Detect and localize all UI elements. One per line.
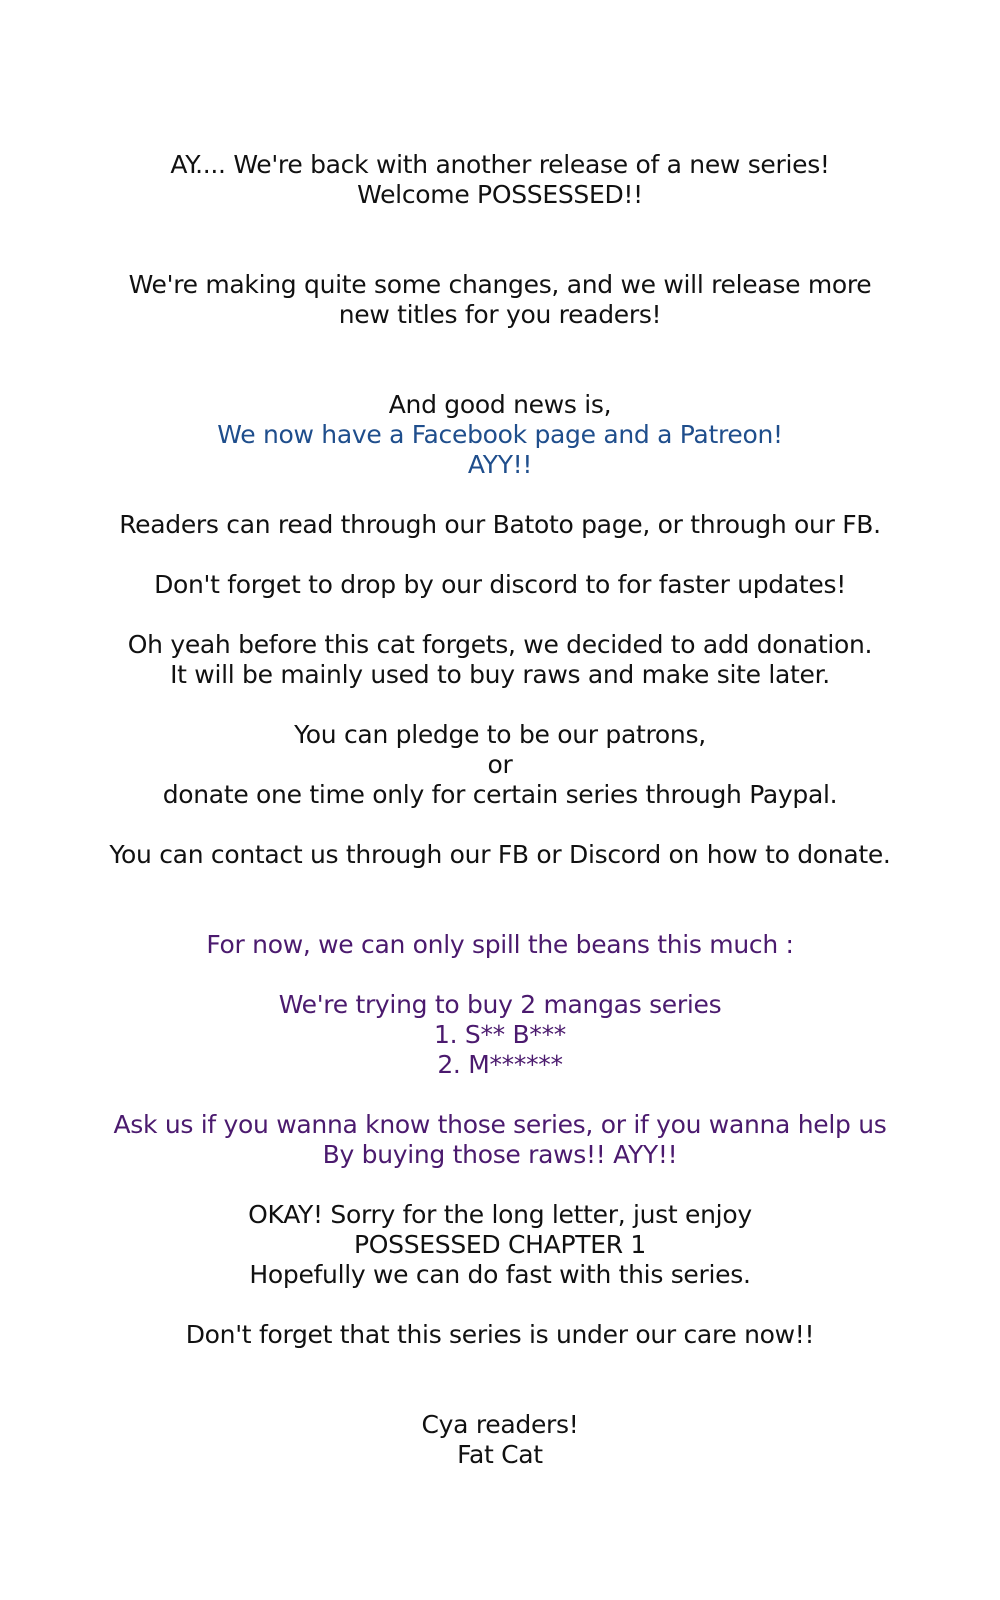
intro-line-2: Welcome POSSESSED!!: [357, 180, 643, 209]
read-through-line: Readers can read through our Batoto page, or through our FB.: [119, 510, 881, 539]
announcement-line-2: AYY!!: [467, 450, 533, 479]
pledge-line-2: or: [487, 750, 513, 779]
donation-line-1: Oh yeah before this cat forgets, we decided to add donation.: [127, 630, 873, 659]
spill-line: For now, we can only spill the beans this much :: [206, 930, 794, 959]
changes-line-2: new titles for you readers!: [338, 300, 662, 329]
changes-line-1: We're making quite some changes, and we will release more: [128, 270, 872, 299]
closing-line-2: POSSESSED CHAPTER 1: [353, 1230, 647, 1259]
signoff-line-1: Cya readers!: [421, 1410, 579, 1439]
donation-line-2: It will be mainly used to buy raws and make site later.: [170, 660, 830, 689]
closing-line-1: OKAY! Sorry for the long letter, just enjoy: [248, 1200, 752, 1229]
announcement-line-1: We now have a Facebook page and a Patreon!: [217, 420, 783, 449]
discord-line: Don't forget to drop by our discord to for faster updates!: [154, 570, 846, 599]
intro-line-1: AY.... We're back with another release of a new series!: [170, 150, 830, 179]
buying-line-1: We're trying to buy 2 mangas series: [278, 990, 722, 1019]
buying-line-3: 2. M******: [437, 1050, 563, 1079]
good-news-line: And good news is,: [388, 390, 612, 419]
signoff-line-2: Fat Cat: [457, 1440, 543, 1469]
contact-line: You can contact us through our FB or Discord on how to donate.: [109, 840, 891, 869]
pledge-line-1: You can pledge to be our patrons,: [294, 720, 706, 749]
ask-line-2: By buying those raws!! AYY!!: [322, 1140, 678, 1169]
ask-line-1: Ask us if you wanna know those series, or if you wanna help us: [113, 1110, 887, 1139]
closing-line-3: Hopefully we can do fast with this series.: [249, 1260, 751, 1289]
buying-line-2: 1. S** B***: [434, 1020, 566, 1049]
pledge-line-3: donate one time only for certain series through Paypal.: [162, 780, 838, 809]
care-line: Don't forget that this series is under our care now!!: [185, 1320, 815, 1349]
